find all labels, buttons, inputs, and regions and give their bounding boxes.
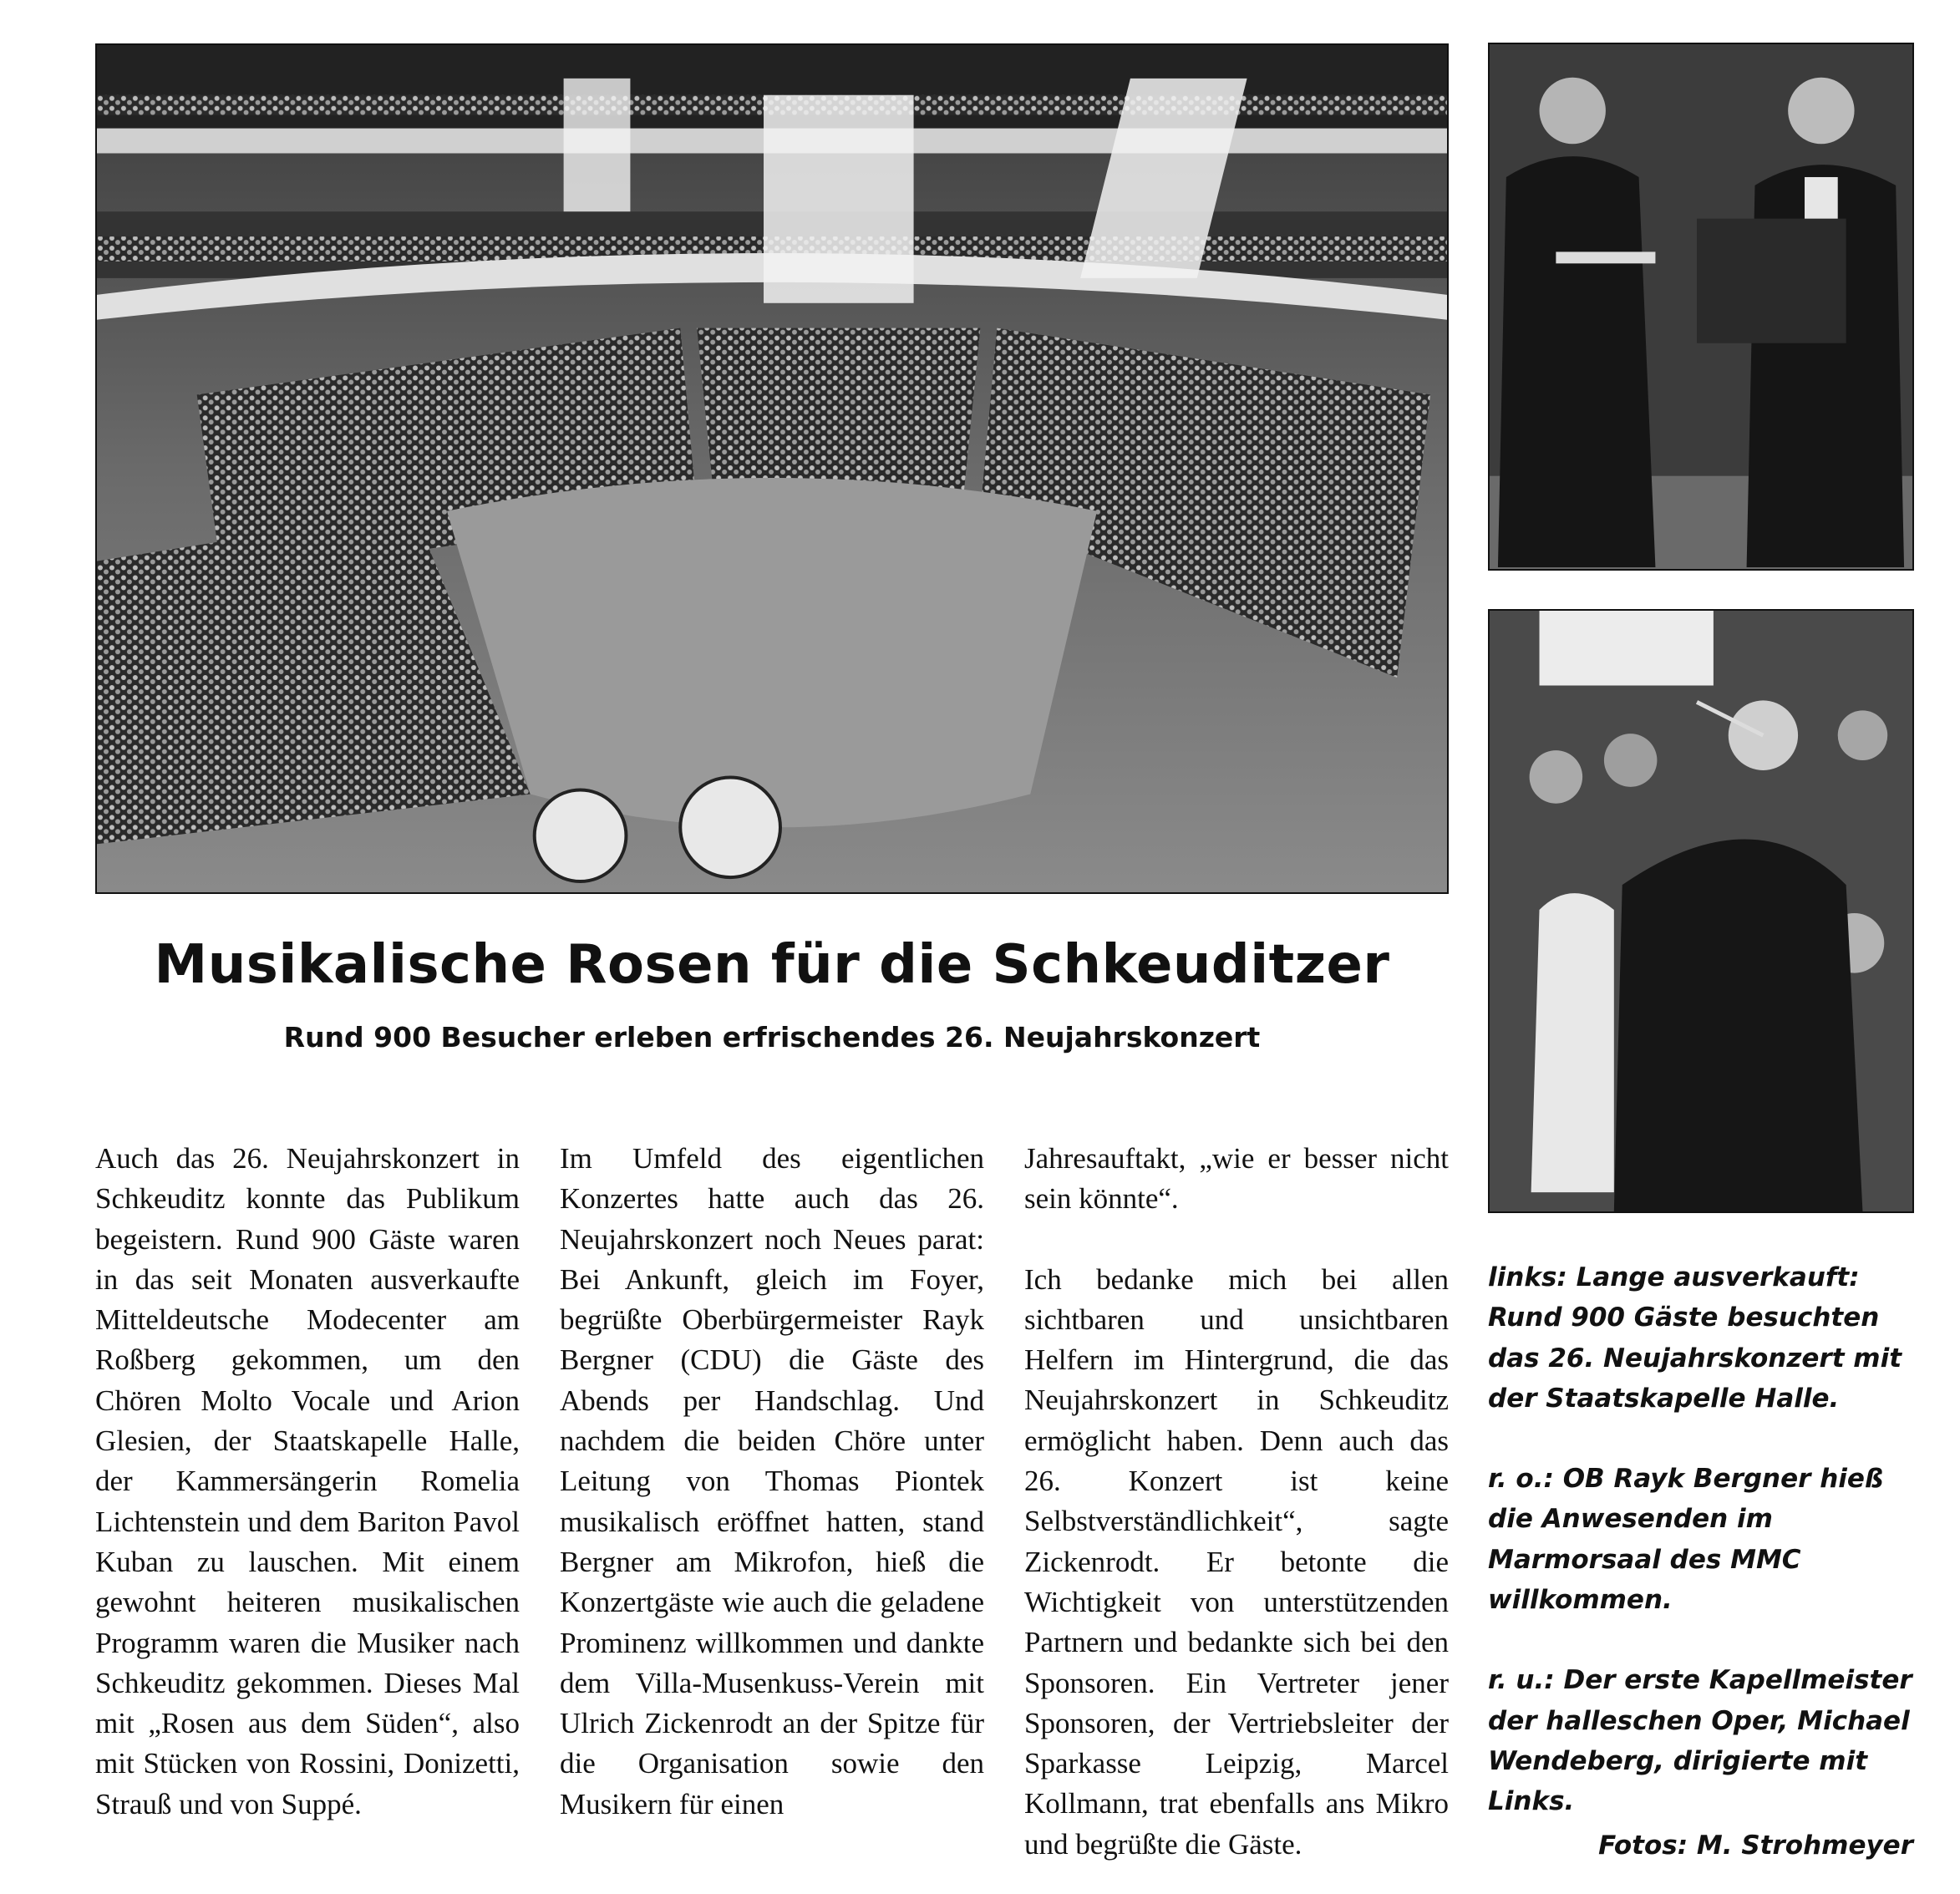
article-paragraph-3: Ich bedanke mich bei allen sichtbaren und unsichtbaren Helfern im Hintergrund, die das Neujahrskonzert in Schkeuditz ermöglicht haben. Denn auch das 26. Konzert ist keine Selbstverständlichkeit“, sagte Zickenrodt. Er betonte die Wichtigkeit von unterstützenden Partnern und bedankte sich bei den Sponsoren. Ein Vertreter jener Sponsoren, der Vertriebsleiter der Sparkasse Leipzig, Marcel Kollmann, trat ebenfalls ans Mikro und begrüßte die Gäste. (1024, 1262, 1449, 1861)
caption-links: links: Lange ausverkauft: Rund 900 Gäste besuchten das 26. Neujahrskonzert mit der Staatskapelle Halle. (1488, 1262, 1902, 1414)
conductor-photo (1488, 609, 1914, 1213)
article-column-2 (560, 1139, 984, 1825)
speakers-at-microphone-photo (1488, 43, 1914, 571)
article-subheadline: Rund 900 Besucher erleben erfrischendes 26. Neujahrskonzert (283, 1021, 1261, 1054)
caption-right-top: r. o.: OB Rayk Bergner hieß die Anwesenden im Marmorsaal des MMC willkommen. (1488, 1464, 1884, 1616)
article-paragraph-2-part-2: Jahresauftakt, „wie er besser nicht sein könnte“. (1024, 1142, 1449, 1216)
article-headline: Musikalische Rosen für die Schkeuditzer (154, 934, 1390, 996)
article-paragraph-2-part-1: Im Umfeld des eigentlichen Konzertes hatte auch das 26. Neujahrskonzert noch Neues parat: Bei Ankunft, gleich im Foyer, begrüßte Oberbürgermeister Rayk Bergner (CDU) die Gäste des Abends per Handschlag. Und nachdem die beiden Chöre unter Leitung von Thomas Piontek musikalisch eröffnet hatten, stand Bergner am Mikrofon, hieß die Konzertgäste wie auch die geladene Prominenz willkommen und dankte dem Villa-Musenkuss-Verein mit Ulrich Zickenrodt an der Spitze für die Organisation sowie den Musikern für einen (560, 1142, 984, 1820)
article-column-3 (1024, 1139, 1449, 1865)
concert-hall-photo (95, 43, 1449, 894)
article-column-1 (95, 1139, 520, 1825)
article-paragraph-1: Auch das 26. Neujahrskonzert in Schkeuditz konnte das Publikum begeistern. Rund 900 Gäste waren in das seit Monaten ausverkaufte Mitteldeutsche Modecenter am Roßberg gekommen, um den Chören Molto Vocale und Arion Glesien, der Staatskapelle Halle, der Kammersängerin Romelia Lichtenstein und dem Bariton Pavol Kuban zu lauschen. Mit einem gewohnt heiteren musikalischen Programm waren die Musiker nach Schkeuditz gekommen. Dieses Mal mit „Rosen aus dem Süden“, also mit Stücken von Rossini, Donizetti, Strauß und von Suppé. (95, 1142, 520, 1820)
caption-right-bottom: r. u.: Der erste Kapellmeister der halleschen Oper, Michael Wendeberg, dirigierte mit Links. (1488, 1665, 1912, 1817)
photo-captions (1488, 1257, 1922, 1822)
photo-credit: Fotos: M. Strohmeyer (1598, 1831, 1913, 1861)
